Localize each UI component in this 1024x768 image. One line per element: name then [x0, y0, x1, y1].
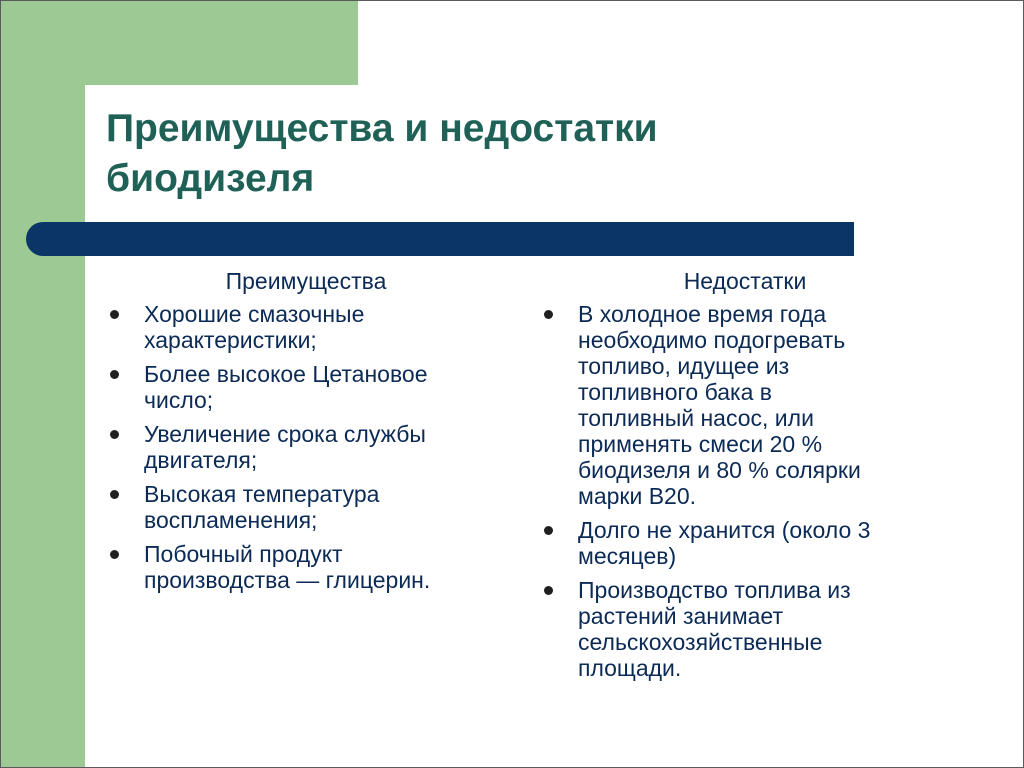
title-divider-bar [26, 222, 854, 256]
advantage-item [106, 301, 516, 353]
bullet-icon [110, 310, 119, 319]
advantage-item [106, 541, 516, 593]
slide-title [106, 104, 846, 204]
disadvantage-item [540, 301, 960, 509]
slide-title-line-2: биодизеля [106, 157, 315, 200]
advantage-item-text: Увеличение срока службы двигателя; [144, 421, 426, 473]
advantage-item-text: Более высокое Цетановое число; [144, 361, 428, 413]
green-accent-block [1, 1, 358, 85]
advantages-column [106, 265, 516, 601]
advantage-item [106, 481, 516, 533]
bullet-icon [110, 490, 119, 499]
advantage-item-text: Побочный продукт производства — глицерин. [144, 541, 431, 593]
slide-title-line-1: Преимущества и недостатки [106, 107, 658, 150]
bullet-icon [544, 526, 553, 535]
advantage-item [106, 421, 516, 473]
disadvantages-list [540, 301, 960, 681]
disadvantage-item-text: Производство топлива из растений занимает сельскохозяйственные площади. [578, 577, 851, 681]
disadvantages-heading: Недостатки [683, 268, 807, 294]
bullet-icon [110, 430, 119, 439]
disadvantage-item [540, 577, 960, 681]
bullet-icon [544, 586, 553, 595]
bullet-icon [544, 310, 553, 319]
advantages-heading: Преимущества [225, 268, 387, 294]
advantages-list [106, 301, 516, 593]
advantage-item [106, 361, 516, 413]
green-accent-bar [1, 1, 85, 767]
disadvantages-column [540, 265, 960, 689]
disadvantage-item-text: Долго не хранится (около 3 месяцев) [578, 517, 871, 569]
bullet-icon [110, 370, 119, 379]
advantage-item-text: Хорошие смазочные характеристики; [144, 301, 365, 353]
bullet-icon [110, 550, 119, 559]
disadvantage-item-text: В холодное время года необходимо подогревать топливо, идущее из топливного бака в топливный насос, или применять смеси 20 % биодизеля и 80 % солярки марки B20. [578, 301, 861, 509]
advantage-item-text: Высокая температура воспламенения; [144, 481, 380, 533]
disadvantage-item [540, 517, 960, 569]
